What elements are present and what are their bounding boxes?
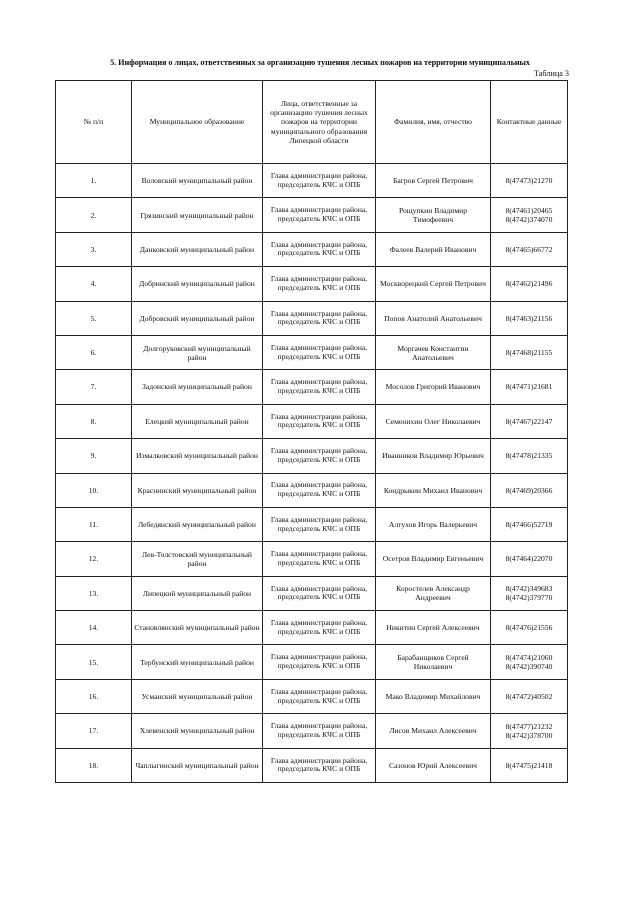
table-row	[56, 164, 568, 198]
table-row	[56, 576, 568, 610]
document-title: 5. Информация о лицах, ответственных за организацию тушения лесных пожаров на территории муниципальных	[110, 58, 530, 67]
row-number: 6.	[56, 335, 132, 369]
row-number: 12.	[56, 542, 132, 576]
position-cell: Глава администрации района, председатель КЧС и ОПБ	[263, 404, 376, 438]
position-cell: Глава администрации района, председатель КЧС и ОПБ	[263, 473, 376, 507]
contacts-cell: 8(47471)21681	[491, 370, 568, 404]
full-name-cell: Мосолов Григорий Иванович	[376, 370, 491, 404]
table-row	[56, 645, 568, 679]
contacts-cell: 8(47473)21270	[491, 164, 568, 198]
table-row	[56, 611, 568, 645]
row-number: 5.	[56, 301, 132, 335]
table-row	[56, 473, 568, 507]
municipality-cell: Данковский муниципальный район	[132, 232, 263, 266]
table-caption: Таблица 3	[533, 69, 569, 78]
table-row	[56, 542, 568, 576]
row-number: 9.	[56, 439, 132, 473]
table-row	[56, 267, 568, 301]
table-row	[56, 507, 568, 541]
contacts-cell: 8(47472)40502	[491, 679, 568, 713]
contacts-cell: 8(47465)66772	[491, 232, 568, 266]
contacts-cell: 8(47464)22070	[491, 542, 568, 576]
full-name-cell: Коростелев Александр Андреевич	[376, 576, 491, 610]
position-cell: Глава администрации района, председатель КЧС и ОПБ	[263, 748, 376, 782]
row-number: 4.	[56, 267, 132, 301]
table-row	[56, 370, 568, 404]
contacts-cell: 8(47462)21496	[491, 267, 568, 301]
municipality-cell: Тербунский муниципальный район	[132, 645, 263, 679]
full-name-cell: Попов Анатолий Анатольевич	[376, 301, 491, 335]
header-municipality: Муниципальное образование	[132, 81, 263, 164]
row-number: 10.	[56, 473, 132, 507]
table-row	[56, 301, 568, 335]
contacts-cell: 8(47475)21418	[491, 748, 568, 782]
row-number: 15.	[56, 645, 132, 679]
table-row	[56, 679, 568, 713]
row-number: 16.	[56, 679, 132, 713]
municipality-cell: Задонский муниципальный район	[132, 370, 263, 404]
full-name-cell: Мако Владимир Михайлович	[376, 679, 491, 713]
row-number: 13.	[56, 576, 132, 610]
row-number: 3.	[56, 232, 132, 266]
full-name-cell: Барабанщиков Сергей Николаевич	[376, 645, 491, 679]
position-cell: Глава администрации района, председатель КЧС и ОПБ	[263, 542, 376, 576]
municipality-cell: Становлянский муниципальный район	[132, 611, 263, 645]
full-name-cell: Иванников Владимир Юрьевич	[376, 439, 491, 473]
municipality-cell: Липецкий муниципальный район	[132, 576, 263, 610]
position-cell: Глава администрации района, председатель КЧС и ОПБ	[263, 164, 376, 198]
full-name-cell: Семенихин Олег Николаевич	[376, 404, 491, 438]
full-name-cell: Фалеев Валерий Иванович	[376, 232, 491, 266]
row-number: 7.	[56, 370, 132, 404]
full-name-cell: Кондрыкин Михаил Иванович	[376, 473, 491, 507]
table-row	[56, 335, 568, 369]
table-row	[56, 748, 568, 782]
full-name-cell: Багров Сергей Петрович	[376, 164, 491, 198]
row-number: 18.	[56, 748, 132, 782]
municipality-cell: Воловский муниципальный район	[132, 164, 263, 198]
row-number: 2.	[56, 198, 132, 232]
position-cell: Глава администрации района, председатель КЧС и ОПБ	[263, 714, 376, 748]
contacts-cell: 8(47461)20465 8(4742)374070	[491, 198, 568, 232]
table-row	[56, 198, 568, 232]
contacts-cell: 8(47469)20366	[491, 473, 568, 507]
contacts-cell: 8(47478)21335	[491, 439, 568, 473]
contacts-cell: 8(47468)21155	[491, 335, 568, 369]
municipality-cell: Хлевенский муниципальный район	[132, 714, 263, 748]
full-name-cell: Моргачев Константин Анатольевич	[376, 335, 491, 369]
full-name-cell: Лисов Михаил Алексеевич	[376, 714, 491, 748]
contacts-cell: 8(47466)52719	[491, 507, 568, 541]
row-number: 11.	[56, 507, 132, 541]
full-name-cell: Сазонов Юрий Алексеевич	[376, 748, 491, 782]
full-name-cell: Москворецкий Сергей Петрович	[376, 267, 491, 301]
position-cell: Глава администрации района, председатель КЧС и ОПБ	[263, 267, 376, 301]
position-cell: Глава администрации района, председатель КЧС и ОПБ	[263, 645, 376, 679]
contacts-cell: 8(47476)21556	[491, 611, 568, 645]
position-cell: Глава администрации района, председатель КЧС и ОПБ	[263, 576, 376, 610]
full-name-cell: Рощупкин Владимир Тимофеевич	[376, 198, 491, 232]
position-cell: Глава администрации района, председатель КЧС и ОПБ	[263, 232, 376, 266]
header-contacts: Контактные данные	[491, 81, 568, 164]
position-cell: Глава администрации района, председатель КЧС и ОПБ	[263, 507, 376, 541]
contacts-cell: 8(47477)21232 8(4742)378700	[491, 714, 568, 748]
row-number: 14.	[56, 611, 132, 645]
position-cell: Глава администрации района, председатель КЧС и ОПБ	[263, 301, 376, 335]
row-number: 8.	[56, 404, 132, 438]
row-number: 1.	[56, 164, 132, 198]
full-name-cell: Алтухов Игорь Валерьевич	[376, 507, 491, 541]
position-cell: Глава администрации района, председатель КЧС и ОПБ	[263, 439, 376, 473]
contacts-cell: 8(47474)21060 8(4742)390740	[491, 645, 568, 679]
position-cell: Глава администрации района, председатель КЧС и ОПБ	[263, 335, 376, 369]
municipality-cell: Краснинский муниципальный район	[132, 473, 263, 507]
position-cell: Глава администрации района, председатель КЧС и ОПБ	[263, 370, 376, 404]
full-name-cell: Никитин Сергей Алексеевич	[376, 611, 491, 645]
full-name-cell: Осетров Владимир Евгеньевич	[376, 542, 491, 576]
municipality-cell: Добровский муниципальный район	[132, 301, 263, 335]
contacts-cell: 8(47463)21156	[491, 301, 568, 335]
table-header-row	[56, 81, 568, 164]
header-responsible-persons: Лица, ответственные за организацию тушения лесных пожаров на территории муниципального образования Липецкой области	[263, 81, 376, 164]
municipality-cell: Долгоруковский муниципальный район	[132, 335, 263, 369]
row-number: 17.	[56, 714, 132, 748]
header-full-name: Фамилия, имя, отчество	[376, 81, 491, 164]
contacts-cell: 8(47467)22147	[491, 404, 568, 438]
municipality-cell: Лев-Толстовский муниципальный район	[132, 542, 263, 576]
position-cell: Глава администрации района, председатель КЧС и ОПБ	[263, 611, 376, 645]
municipality-cell: Добринский муниципальный район	[132, 267, 263, 301]
municipality-cell: Лебедянский муниципальный район	[132, 507, 263, 541]
table-row	[56, 232, 568, 266]
position-cell: Глава администрации района, председатель КЧС и ОПБ	[263, 679, 376, 713]
municipality-cell: Елецкий муниципальный район	[132, 404, 263, 438]
municipality-cell: Чаплыгинский муниципальный район	[132, 748, 263, 782]
table-row	[56, 439, 568, 473]
header-number: № п/п	[56, 81, 132, 164]
municipality-cell: Измалковский муниципальный район	[132, 439, 263, 473]
municipality-cell: Усманский муниципальный район	[132, 679, 263, 713]
table-row	[56, 714, 568, 748]
table-row	[56, 404, 568, 438]
responsible-persons-table	[55, 80, 568, 783]
contacts-cell: 8(4742)349683 8(4742)379770	[491, 576, 568, 610]
municipality-cell: Грязинский муниципальный район	[132, 198, 263, 232]
position-cell: Глава администрации района, председатель КЧС и ОПБ	[263, 198, 376, 232]
